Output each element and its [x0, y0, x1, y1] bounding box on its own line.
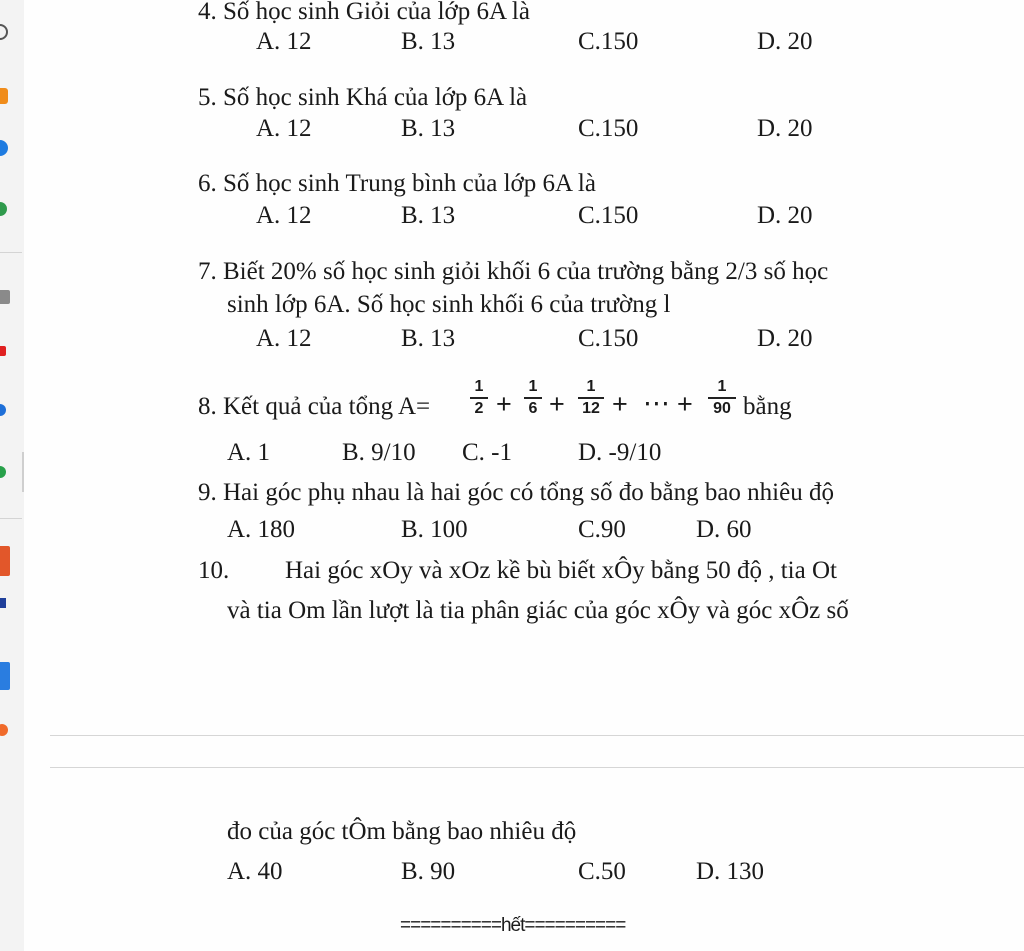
q6-option-b: B. 13 — [401, 202, 456, 229]
q8-option-a: A. 1 — [227, 439, 271, 466]
q7-option-d: D. 20 — [757, 325, 813, 352]
q4-option-b: B. 13 — [401, 28, 456, 55]
q5-stem: 5. Số học sinh Khá của lớp 6A là — [198, 84, 528, 111]
q4-stem: 4. Số học sinh Giỏi của lớp 6A là — [198, 0, 530, 25]
q9-option-a: A. 180 — [227, 516, 296, 543]
q10-option-b: B. 90 — [401, 858, 456, 885]
fraction-denominator: 12 — [582, 399, 600, 417]
q9-option-b: B. 100 — [401, 516, 468, 543]
q9-stem: 9. Hai góc phụ nhau là hai góc có tổng số đo bằng bao nhiêu độ — [198, 479, 834, 506]
q5-option-d: D. 20 — [757, 115, 813, 142]
fraction-numerator: 1 — [717, 378, 727, 395]
q10-option-a: A. 40 — [227, 858, 283, 885]
q10-stem-line2: và tia Om lần lượt là tia phân giác của góc xÔy và góc xÔz số — [227, 597, 849, 624]
fraction-1-12 — [578, 378, 604, 418]
q7-stem-line1: 7. Biết 20% số học sinh giỏi khối 6 của trường bằng 2/3 số học — [198, 258, 829, 285]
q5-option-a: A. 12 — [256, 115, 312, 142]
q10-number: 10. — [198, 557, 230, 584]
q6-option-a: A. 12 — [256, 202, 312, 229]
page-break-line — [50, 767, 1024, 768]
footer-end-marker: ==========hết========== — [400, 915, 626, 936]
q6-stem: 6. Số học sinh Trung bình của lớp 6A là — [198, 170, 596, 197]
q7-stem-line2: sinh lớp 6A. Số học sinh khối 6 của trường l — [227, 291, 671, 318]
q7-option-b: B. 13 — [401, 325, 456, 352]
q4-option-a: A. 12 — [256, 28, 312, 55]
fraction-numerator: 1 — [586, 378, 596, 395]
q8-option-c: C. -1 — [462, 439, 512, 466]
fraction-1-6 — [524, 378, 542, 418]
q10-stem-line1: Hai góc xOy và xOz kề bù biết xÔy bằng 50 độ , tia Ot — [285, 557, 837, 584]
q4-option-d: D. 20 — [757, 28, 813, 55]
q10-option-d: D. 130 — [696, 858, 765, 885]
fraction-1-90 — [708, 378, 736, 418]
page-break-line — [50, 735, 1024, 736]
plus-sign: + — [549, 389, 565, 419]
q4-option-c: C.150 — [578, 28, 639, 55]
q8-option-b: B. 9/10 — [342, 439, 416, 466]
plus-sign: + — [677, 389, 693, 419]
q7-option-c: C.150 — [578, 325, 639, 352]
q10-stem-line3: đo của góc tÔm bằng bao nhiêu độ — [227, 818, 577, 845]
q5-option-b: B. 13 — [401, 115, 456, 142]
plus-sign: + — [612, 389, 628, 419]
q5-option-c: C.150 — [578, 115, 639, 142]
q6-option-d: D. 20 — [757, 202, 813, 229]
fraction-numerator: 1 — [528, 378, 538, 395]
q9-option-c: C.90 — [578, 516, 626, 543]
fraction-1-2 — [470, 378, 488, 418]
fraction-numerator: 1 — [474, 378, 484, 395]
fraction-denominator: 6 — [528, 399, 538, 417]
ellipsis: ⋯ — [643, 388, 670, 418]
q8-stem-prefix: 8. Kết quả của tổng A= — [198, 393, 431, 420]
q8-stem-suffix: bằng — [743, 393, 792, 420]
q7-option-a: A. 12 — [256, 325, 312, 352]
plus-sign: + — [496, 389, 512, 419]
q6-option-c: C.150 — [578, 202, 639, 229]
fraction-denominator: 90 — [713, 399, 731, 417]
q10-option-c: C.50 — [578, 858, 626, 885]
q8-option-d: D. -9/10 — [578, 439, 662, 466]
fraction-denominator: 2 — [474, 399, 484, 417]
q9-option-d: D. 60 — [696, 516, 752, 543]
